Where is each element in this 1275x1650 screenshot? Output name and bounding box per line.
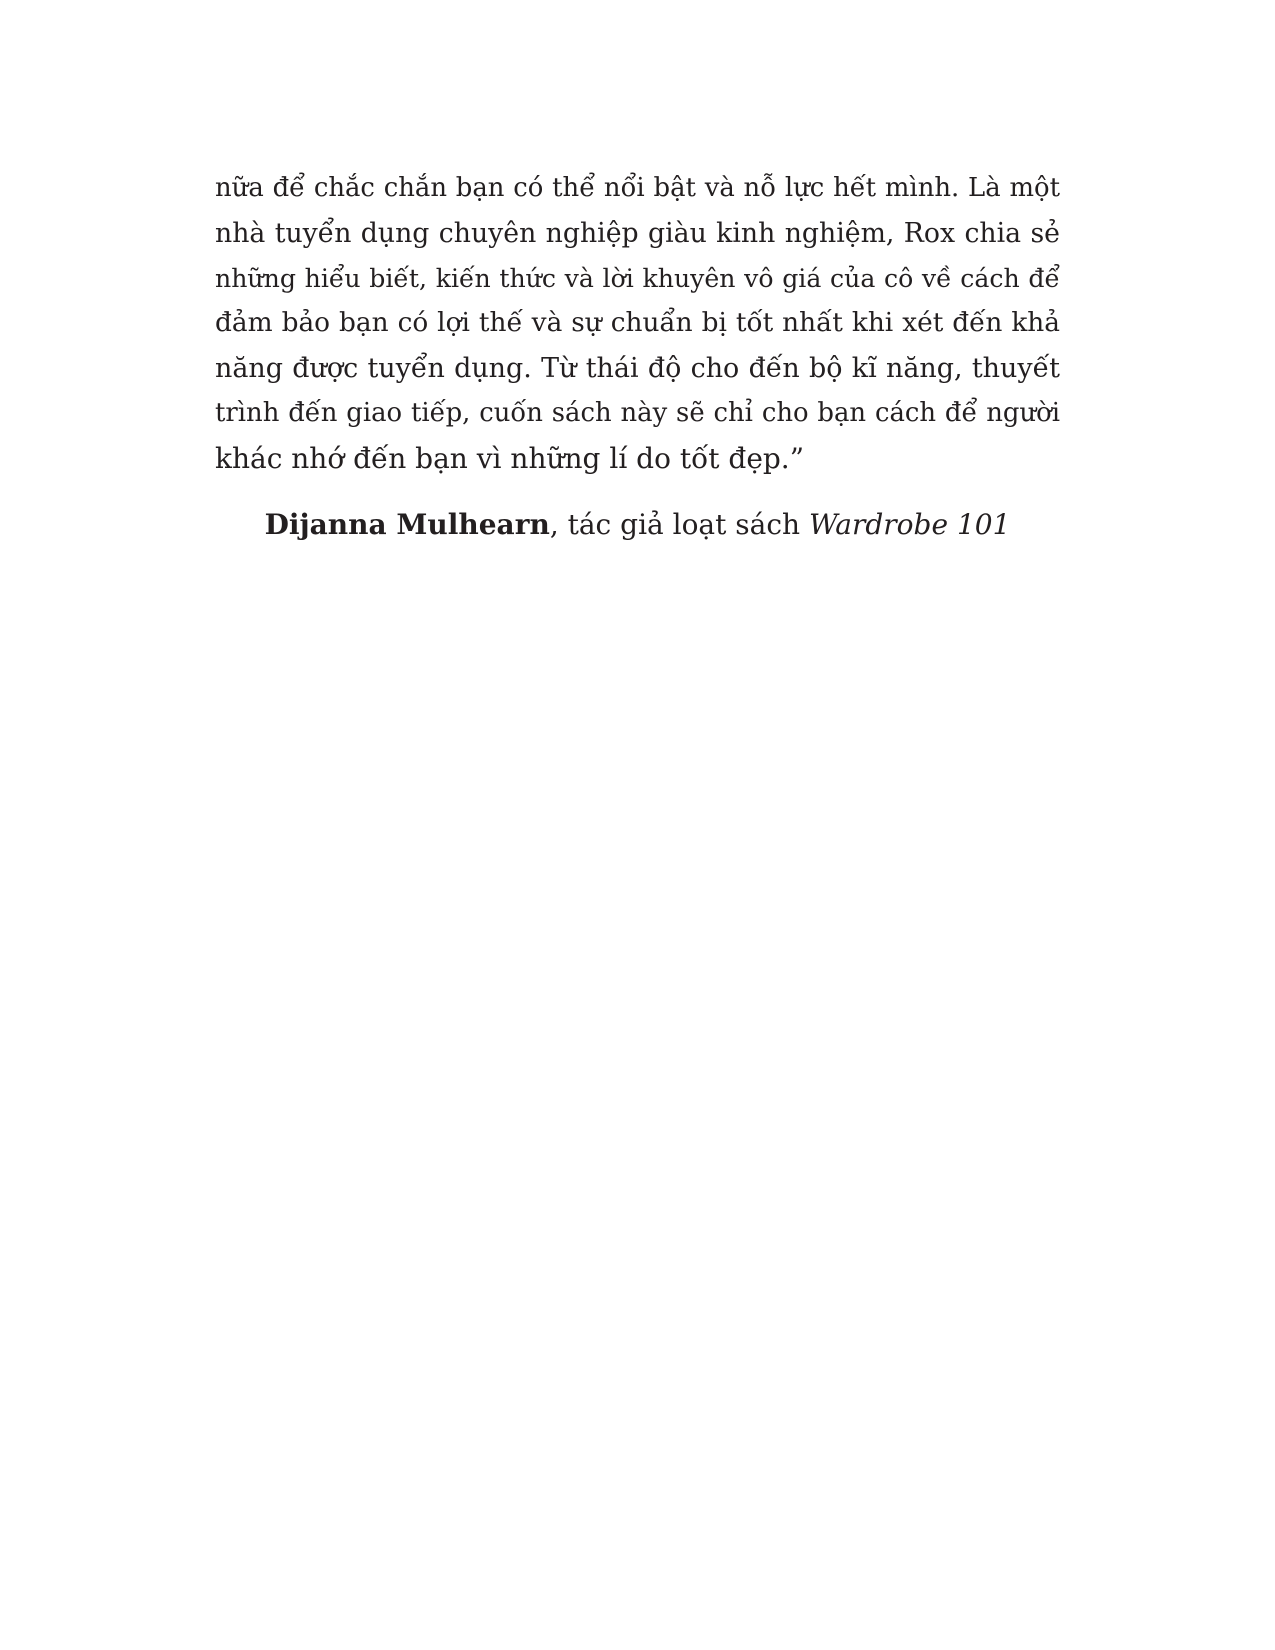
- quote-attribution: [0, 505, 1275, 545]
- book-title: Wardrobe 101: [808, 508, 1011, 541]
- author-name: Dijanna Mulhearn: [264, 508, 550, 541]
- quote-line: năng được tuyển dụng. Từ thái độ cho đến bộ kĩ năng, thuyết: [215, 353, 1060, 384]
- author-description: , tác giả loạt sách: [549, 508, 809, 541]
- quote-line: nhà tuyển dụng chuyên nghiệp giàu kinh nghiệm, Rox chia sẻ: [215, 218, 1060, 249]
- quote-line: trình đến giao tiếp, cuốn sách này sẽ chỉ cho bạn cách để người: [215, 398, 1060, 428]
- quote-line: những hiểu biết, kiến thức và lời khuyên vô giá của cô về cách để: [215, 264, 1060, 293]
- quote-line: nữa để chắc chắn bạn có thể nổi bật và nỗ lực hết mình. Là một: [215, 173, 1060, 203]
- quote-line: đảm bảo bạn có lợi thế và sự chuẩn bị tốt nhất khi xét đến khả: [215, 308, 1060, 338]
- quote-line: khác nhớ đến bạn vì những lí do tốt đẹp.”: [215, 442, 805, 475]
- testimonial-quote: [215, 166, 1060, 481]
